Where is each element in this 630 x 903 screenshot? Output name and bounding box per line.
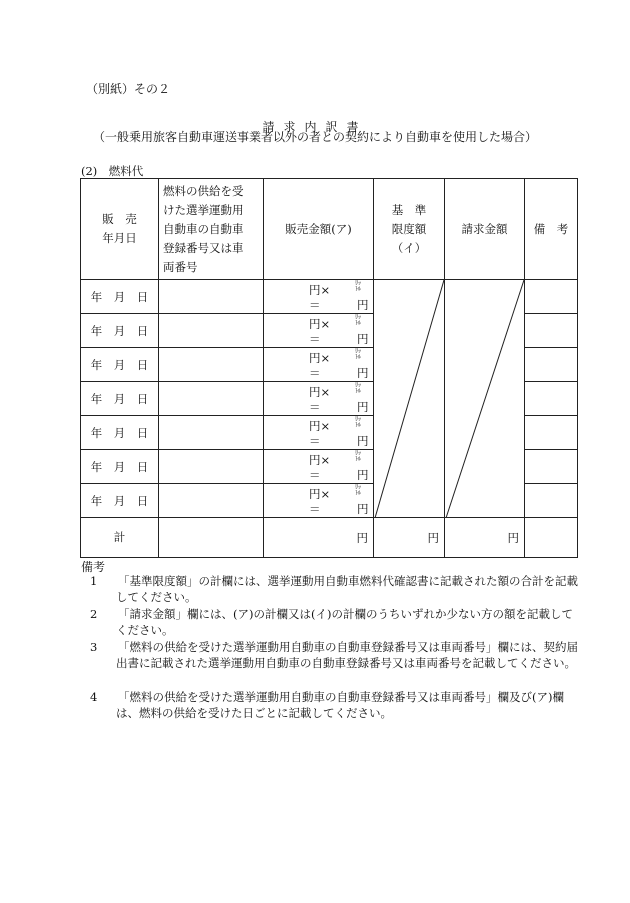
total-claim-yen[interactable]: 円 — [445, 518, 525, 558]
row-date: 年 月 日 — [81, 280, 159, 314]
row-date: 年 月 日 — [81, 314, 159, 348]
amount-yen: 円 — [357, 468, 369, 482]
amount-equals: ＝ — [309, 298, 321, 312]
sales-amount-cell[interactable] — [264, 314, 374, 348]
sales-amount-cell[interactable] — [264, 382, 374, 416]
liter-unit: ﾘｯﾄﾙ — [354, 314, 361, 327]
notes-heading: 備考 — [81, 560, 106, 574]
note-text: 「燃料の供給を受けた選挙運動用自動車の自動車登録番号又は車両番号」欄には、契約届出書に記載された選挙運動用自動車の自動車登録番号又は車両番号を記載してください。 — [116, 640, 578, 670]
header-vehicle-line: 登録番号又は車 — [163, 240, 244, 255]
amount-yen: 円 — [357, 332, 369, 346]
amount-yen-times: 円× — [309, 419, 331, 433]
header-limit-line: （イ） — [391, 240, 427, 255]
liter-unit: ﾘｯﾄﾙ — [354, 382, 361, 395]
note-item — [90, 689, 580, 721]
amount-equals: ＝ — [309, 434, 321, 448]
total-row — [81, 518, 578, 558]
sales-amount-cell[interactable] — [264, 348, 374, 382]
remarks-cell[interactable] — [525, 348, 578, 382]
remarks-cell[interactable] — [525, 416, 578, 450]
amount-yen-times: 円× — [309, 453, 331, 467]
vehicle-number-cell[interactable] — [159, 280, 264, 314]
amount-yen: 円 — [357, 298, 369, 312]
note-text: 「燃料の供給を受けた選挙運動用自動車の自動車登録番号又は車両番号」欄及び(ア)欄は、燃料の供給を受けた日ごとに記載してください。 — [116, 690, 564, 720]
sales-amount-cell[interactable] — [264, 416, 374, 450]
remarks-cell[interactable] — [525, 450, 578, 484]
header-date — [81, 179, 159, 280]
amount-yen: 円 — [357, 366, 369, 380]
amount-equals: ＝ — [309, 400, 321, 414]
document-title: 請求内訳書 — [262, 120, 368, 134]
note-item — [90, 573, 580, 605]
liter-unit: ﾘｯﾄﾙ — [354, 280, 361, 293]
attachment-label: （別紙）その２ — [86, 82, 171, 96]
vehicle-number-cell[interactable] — [159, 348, 264, 382]
row-date: 年 月 日 — [81, 484, 159, 518]
note-text: 「請求金額」欄には、(ア)の計欄又は(イ)の計欄のうちいずれか少ない方の額を記載してください。 — [116, 607, 573, 637]
document-subtitle: （一般乗用旅客自動車運送事業者以外の者との契約により自動車を使用した場合） — [92, 130, 537, 144]
header-limit — [374, 179, 445, 280]
header-row — [81, 179, 578, 280]
row-date: 年 月 日 — [81, 348, 159, 382]
amount-equals: ＝ — [309, 468, 321, 482]
note-number: 2 — [90, 607, 98, 621]
sales-amount-cell[interactable] — [264, 450, 374, 484]
total-label: 計 — [81, 518, 159, 558]
total-sales-yen[interactable]: 円 — [264, 518, 374, 558]
liter-unit: ﾘｯﾄﾙ — [354, 348, 361, 361]
amount-yen: 円 — [357, 502, 369, 516]
row-date: 年 月 日 — [81, 416, 159, 450]
header-claim-amount: 請求金額 — [445, 179, 525, 280]
amount-yen-times: 円× — [309, 283, 331, 297]
total-vehicle-cell — [159, 518, 264, 558]
amount-yen-times: 円× — [309, 385, 331, 399]
row-date: 年 月 日 — [81, 382, 159, 416]
header-vehicle-line: 両番号 — [163, 259, 198, 274]
amount-equals: ＝ — [309, 332, 321, 346]
diagonal-slash — [445, 280, 525, 518]
header-date-line: 販 売 — [102, 212, 137, 226]
vehicle-number-cell[interactable] — [159, 314, 264, 348]
note-number: 4 — [90, 690, 98, 704]
total-limit-yen[interactable]: 円 — [374, 518, 445, 558]
header-vehicle-line: 自動車の自動車 — [163, 221, 244, 236]
vehicle-number-cell[interactable] — [159, 450, 264, 484]
amount-yen-times: 円× — [309, 317, 331, 331]
vehicle-number-cell[interactable] — [159, 484, 264, 518]
sales-amount-cell[interactable] — [264, 484, 374, 518]
section-label: (2) 燃料代 — [81, 164, 144, 178]
remarks-cell[interactable] — [525, 314, 578, 348]
note-number: 3 — [90, 640, 98, 654]
header-vehicle-line: 燃料の供給を受 — [163, 183, 244, 198]
header-date-line: 年月日 — [102, 231, 137, 245]
amount-yen-times: 円× — [309, 487, 331, 501]
header-vehicle-number — [159, 179, 264, 280]
liter-unit: ﾘｯﾄﾙ — [354, 484, 361, 497]
header-remarks: 備 考 — [525, 179, 578, 280]
sales-amount-cell[interactable] — [264, 280, 374, 314]
limit-merged-cell — [374, 280, 445, 518]
table-row — [81, 280, 578, 314]
amount-yen: 円 — [357, 434, 369, 448]
fuel-cost-table — [80, 178, 578, 558]
vehicle-number-cell[interactable] — [159, 382, 264, 416]
note-number: 1 — [90, 574, 98, 588]
header-sales-amount: 販売金額(ア) — [264, 179, 374, 280]
liter-unit: ﾘｯﾄﾙ — [354, 450, 361, 463]
remarks-cell[interactable] — [525, 280, 578, 314]
remarks-cell[interactable] — [525, 382, 578, 416]
header-vehicle-line: けた選挙運動用 — [163, 202, 244, 217]
note-item — [90, 606, 580, 638]
amount-yen: 円 — [357, 400, 369, 414]
vehicle-number-cell[interactable] — [159, 416, 264, 450]
note-item — [90, 639, 580, 671]
amount-equals: ＝ — [309, 366, 321, 380]
total-remarks-cell[interactable] — [525, 518, 578, 558]
header-limit-line: 基 準 — [391, 202, 427, 217]
amount-equals: ＝ — [309, 502, 321, 516]
note-text: 「基準限度額」の計欄には、選挙運動用自動車燃料代確認書に記載された額の合計を記載してください。 — [116, 574, 578, 604]
diagonal-slash — [374, 280, 445, 518]
claim-merged-cell — [445, 280, 525, 518]
remarks-cell[interactable] — [525, 484, 578, 518]
liter-unit: ﾘｯﾄﾙ — [354, 416, 361, 429]
amount-yen-times: 円× — [309, 351, 331, 365]
header-limit-line: 限度額 — [391, 221, 427, 236]
row-date: 年 月 日 — [81, 450, 159, 484]
